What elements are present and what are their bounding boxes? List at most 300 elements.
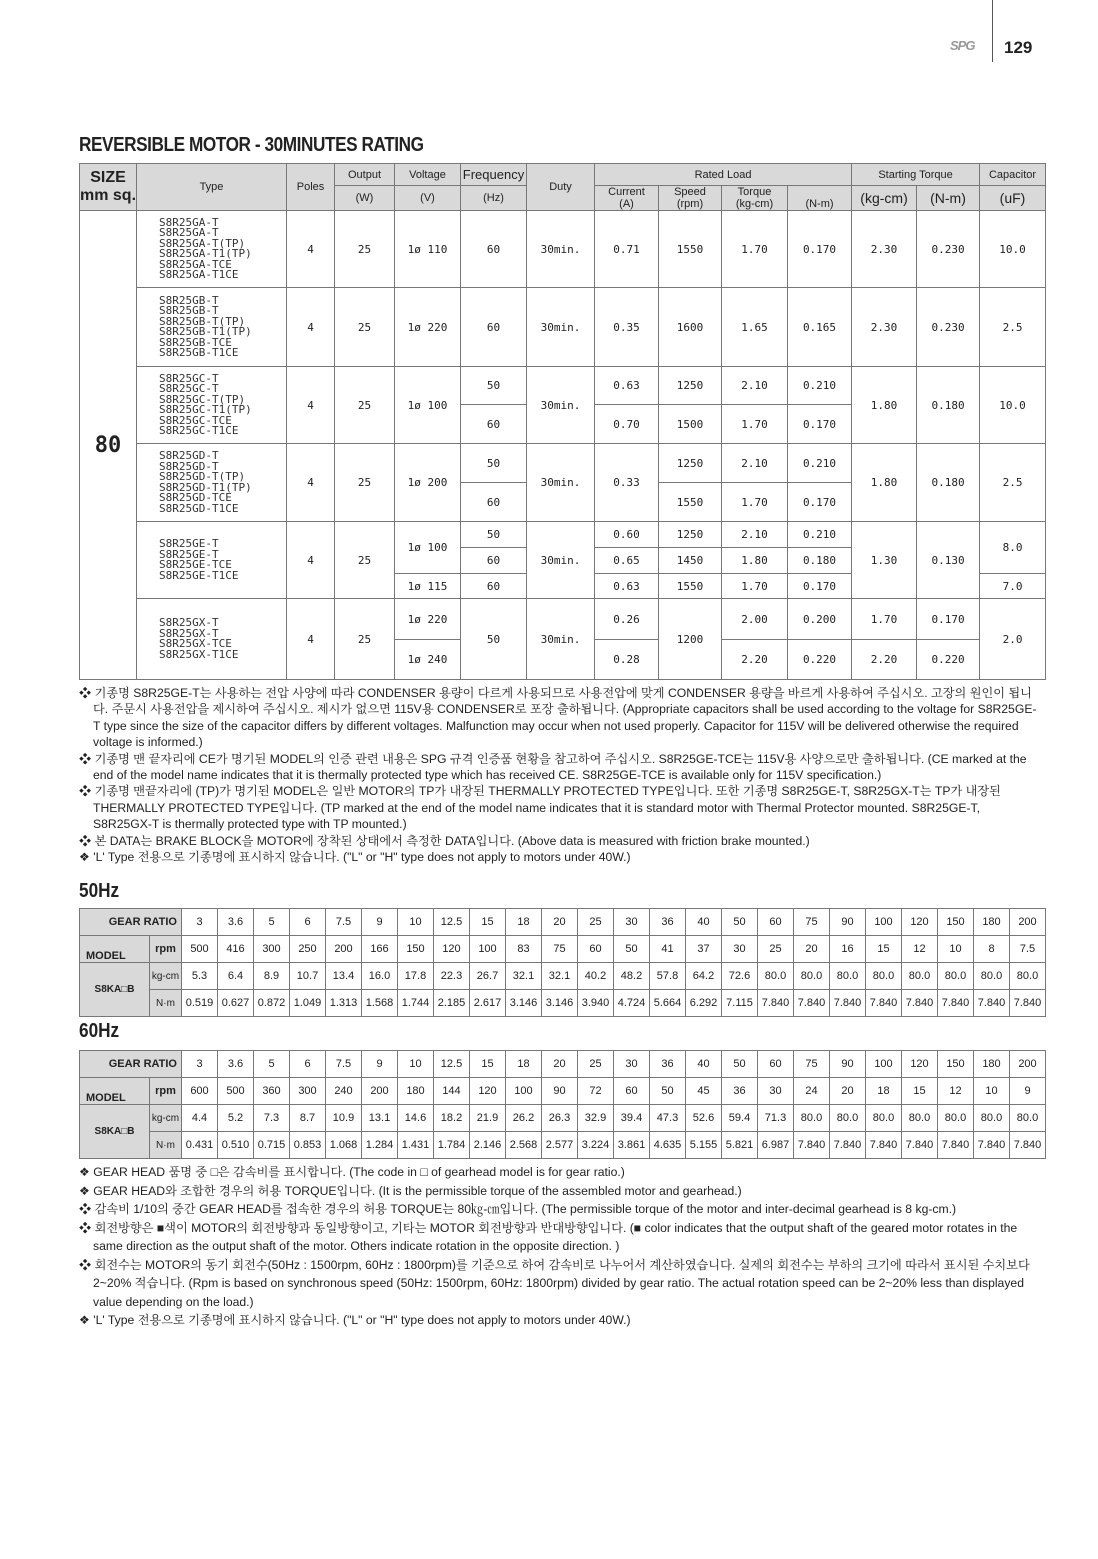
nm-cell: 1.049 (290, 990, 326, 1017)
rpm-cell: 500 (218, 1078, 254, 1105)
nm-cell: 2.577 (542, 1132, 578, 1159)
capacitor-value: 2.5 (980, 288, 1046, 367)
nm-cell: 3.861 (614, 1132, 650, 1159)
note-item: ❖ GEAR HEAD 품명 중 □은 감속비를 표시합니다. (The code in □ of gearhead model is for gear ratio.) (79, 1165, 625, 1179)
st-kgcm-value: 2.30 (852, 288, 917, 367)
gear-ratio-cell: 12.5 (434, 909, 470, 936)
frequency-value: 60 (461, 288, 527, 367)
rpm-cell: 8 (974, 936, 1010, 963)
speed-value: 1550 (659, 574, 722, 599)
nm-cell: 0.872 (254, 990, 290, 1017)
poles-value: 4 (287, 211, 335, 288)
nm-cell: 4.724 (614, 990, 650, 1017)
torque-nm-value: 0.210 (788, 444, 852, 483)
gear-ratio-cell: 20 (542, 1051, 578, 1078)
gear-ratio-cell: 75 (794, 909, 830, 936)
torque-kgcm-value: 1.70 (722, 211, 788, 288)
kgcm-cell: 10.9 (326, 1105, 362, 1132)
gear-ratio-cell: 15 (470, 1051, 506, 1078)
speed-header: Speed (rpm) (659, 186, 722, 211)
rpm-cell: 50 (614, 936, 650, 963)
kgcm-cell: 52.6 (686, 1105, 722, 1132)
nm-cell: 7.840 (866, 990, 902, 1017)
kgcm-cell: 7.3 (254, 1105, 290, 1132)
rpm-cell: 25 (758, 936, 794, 963)
kgcm-cell: 80.0 (1010, 963, 1046, 990)
torque-nm-value: 0.200 (788, 599, 852, 640)
rpm-cell: 100 (506, 1078, 542, 1105)
gear-ratio-cell: 200 (1010, 1051, 1046, 1078)
torque-kgcm-value: 1.70 (722, 405, 788, 444)
current-value: 0.60 (595, 522, 659, 548)
type-list: S8R25GA-T S8R25GA-T S8R25GA-T(TP) S8R25GA-T1(TP) S8R25GA-TCE S8R25GA-T1CE (137, 211, 287, 288)
kgcm-cell: 80.0 (1010, 1105, 1046, 1132)
output-header: Output (335, 164, 395, 186)
note-item: ❖ 감속비 1/10의 중간 GEAR HEAD를 접속한 경우의 허용 TORQUE는 80㎏-㎝입니다. (The permissible torque of the motor and inter-decimal gearhead is 8 kg-cm.) (79, 1202, 957, 1216)
note-item: ❖ 회전방향은 ■색이 MOTOR의 회전방향과 동일방향이고, 기타는 MOTOR 회전방향과 반대방향입니다. (■ color indicates that the output shaft of the geared motor rotates in the same direction as the output shaft of the motor. Others indicate rotation in the opposite direction. ) (79, 1220, 1018, 1253)
gear-table-50hz (79, 908, 1046, 1017)
table-row (80, 288, 1046, 367)
kgcm-row (80, 963, 1046, 990)
table-row (80, 367, 1046, 405)
frequency-value: 60 (461, 483, 527, 522)
nm-cell: 0.627 (218, 990, 254, 1017)
st-kgcm-value: 2.20 (852, 640, 917, 680)
kgcm-row (80, 1105, 1046, 1132)
speed-value: 1200 (659, 599, 722, 680)
gear-ratio-row (80, 1051, 1046, 1078)
gear-ratio-cell: 18 (506, 909, 542, 936)
rpm-cell: 10 (974, 1078, 1010, 1105)
output-value: 25 (335, 367, 395, 444)
gear-ratio-cell: 3.6 (218, 909, 254, 936)
note-item: ❖ 'L' Type 전용으로 기종명에 표시하지 않습니다. ("L" or "H" type does not apply to motors under 40W.) (79, 1313, 631, 1327)
speed-value: 1550 (659, 211, 722, 288)
rpm-cell: 60 (578, 936, 614, 963)
st-nm-value: 0.180 (917, 444, 980, 522)
st-nm-value: 0.170 (917, 599, 980, 640)
rpm-row (80, 1078, 1046, 1105)
note-item: ❖ 기종명 맨끝자리에 (TP)가 명기된 MODEL은 일반 MOTOR의 TP가 내장된 THERMALLY PROTECTED TYPE입니다. 또한 기종명 S8R25GE-T, S8R25GX-T는 TP가 내장된 THERMALLY PROTECTED TYPE입니다. (TP marked at the end of the model name indicates that it is standard motor with Thermal Protector mounted. S8R25GE-T, S8R25GX-T is thermally protected type with TP mounted.) (79, 784, 1001, 832)
speed-value: 1550 (659, 483, 722, 522)
gear-ratio-cell: 90 (830, 1051, 866, 1078)
note-item: ❖ 회전수는 MOTOR의 동기 회전수(50Hz : 1500rpm, 60Hz : 1800rpm)를 기준으로 하여 감속비로 나누어서 계산하였습니다. 실제의 회전수는 부하의 크기에 따라서 표시된 수치보다 2~20% 적습니다. (Rpm is based on synchronous speed (50Hz: 1500rpm, 60Hz: 1800rpm) divided by gear ratio. The actual rotation speed can be 2~20% less than displayed value depending on the load.) (79, 1257, 1030, 1309)
voltage-header: Voltage (395, 164, 461, 186)
gear-ratio-cell: 9 (362, 1051, 398, 1078)
note-item: ❖ 본 DATA는 BRAKE BLOCK을 MOTOR에 장착된 상태에서 측정한 DATA입니다. (Above data is measured with friction brake mounted.) (79, 833, 810, 848)
gear-ratio-label: GEAR RATIO (80, 1051, 182, 1078)
voltage-value: 1ø 115 (395, 574, 461, 599)
frequency-value: 60 (461, 211, 527, 288)
nm-cell: 6.987 (758, 1132, 794, 1159)
type-list: S8R25GC-T S8R25GC-T S8R25GC-T(TP) S8R25GC-T1(TP) S8R25GC-TCE S8R25GC-T1CE (137, 367, 287, 444)
voltage-unit: (V) (395, 186, 461, 211)
gear-ratio-cell: 7.5 (326, 1051, 362, 1078)
gear-ratio-cell: 20 (542, 909, 578, 936)
nm-cell: 0.431 (182, 1132, 218, 1159)
nm-cell: 7.840 (902, 1132, 938, 1159)
rpm-cell: 360 (254, 1078, 290, 1105)
gear-ratio-label: GEAR RATIO (80, 909, 182, 936)
gear-ratio-cell: 7.5 (326, 909, 362, 936)
nm-cell: 7.840 (938, 1132, 974, 1159)
kgcm-cell: 48.2 (614, 963, 650, 990)
note-item: ❖ 'L' Type 전용으로 기종명에 표시하지 않습니다. ("L" or "H" type does not apply to motors under 40W.) (79, 850, 631, 865)
nm-cell: 7.840 (974, 1132, 1010, 1159)
capacitor-value: 2.5 (980, 444, 1046, 522)
size-header: SIZE mm sq. (80, 164, 137, 211)
current-value: 0.33 (595, 444, 659, 522)
frequency-value: 60 (461, 574, 527, 599)
poles-value: 4 (287, 288, 335, 367)
gear-ratio-cell: 30 (614, 1051, 650, 1078)
header-divider (992, 0, 993, 62)
rpm-cell: 200 (362, 1078, 398, 1105)
rpm-cell: 600 (182, 1078, 218, 1105)
st-kgcm-value: 2.30 (852, 211, 917, 288)
st-nm-value: 0.180 (917, 367, 980, 444)
poles-header: Poles (287, 164, 335, 211)
motor-spec-table (79, 163, 1046, 680)
rpm-label: rpm (150, 1078, 182, 1105)
model-name: S8KA□B (80, 1105, 150, 1159)
voltage-value: 1ø 100 (395, 367, 461, 444)
output-value: 25 (335, 599, 395, 680)
gear-ratio-cell: 60 (758, 1051, 794, 1078)
nm-cell: 2.568 (506, 1132, 542, 1159)
rpm-cell: 20 (794, 936, 830, 963)
frequency-value: 60 (461, 405, 527, 444)
capacitor-value: 10.0 (980, 211, 1046, 288)
rpm-cell: 37 (686, 936, 722, 963)
rpm-cell: 41 (650, 936, 686, 963)
notes-bottom (79, 1163, 1039, 1330)
torque-nm-value: 0.180 (788, 548, 852, 574)
gear-ratio-cell: 50 (722, 909, 758, 936)
page-title: REVERSIBLE MOTOR - 30MINUTES RATING (79, 134, 424, 156)
gear-ratio-cell: 180 (974, 1051, 1010, 1078)
kgcm-cell: 32.1 (506, 963, 542, 990)
nm-label: N·m (150, 1132, 182, 1159)
nm-cell: 4.635 (650, 1132, 686, 1159)
kgcm-cell: 39.4 (614, 1105, 650, 1132)
nm-cell: 2.185 (434, 990, 470, 1017)
speed-value: 1250 (659, 444, 722, 483)
rpm-cell: 60 (614, 1078, 650, 1105)
nm-cell: 7.840 (974, 990, 1010, 1017)
rpm-cell: 7.5 (1010, 936, 1046, 963)
torque-nm-value: 0.210 (788, 522, 852, 548)
st-kgcm-header: (kg-cm) (852, 186, 917, 211)
nm-cell: 1.568 (362, 990, 398, 1017)
gear-ratio-cell: 180 (974, 909, 1010, 936)
gear-table-60hz (79, 1050, 1046, 1159)
st-nm-value: 0.130 (917, 522, 980, 599)
rpm-cell: 12 (938, 1078, 974, 1105)
torque-kgcm-value: 2.20 (722, 640, 788, 680)
kgcm-cell: 21.9 (470, 1105, 506, 1132)
nm-cell: 1.784 (434, 1132, 470, 1159)
kgcm-cell: 80.0 (902, 1105, 938, 1132)
gear-ratio-cell: 36 (650, 909, 686, 936)
st-kgcm-value: 1.80 (852, 444, 917, 522)
speed-value: 1600 (659, 288, 722, 367)
frequency-value: 50 (461, 367, 527, 405)
kgcm-cell: 14.6 (398, 1105, 434, 1132)
rpm-cell: 10 (938, 936, 974, 963)
nm-cell: 1.068 (326, 1132, 362, 1159)
gear-ratio-cell: 25 (578, 1051, 614, 1078)
rpm-cell: 9 (1010, 1078, 1046, 1105)
type-list: S8R25GE-T S8R25GE-T S8R25GE-TCE S8R25GE-T1CE (137, 522, 287, 599)
kgcm-cell: 80.0 (974, 963, 1010, 990)
nm-cell: 1.284 (362, 1132, 398, 1159)
torque-kgcm-value: 1.70 (722, 483, 788, 522)
poles-value: 4 (287, 444, 335, 522)
capacitor-value: 10.0 (980, 367, 1046, 444)
gear-ratio-cell: 6 (290, 909, 326, 936)
voltage-value: 1ø 200 (395, 444, 461, 522)
nm-cell: 2.146 (470, 1132, 506, 1159)
gear-ratio-cell: 90 (830, 909, 866, 936)
capacitor-value: 2.0 (980, 599, 1046, 680)
torque-kgcm-value: 1.65 (722, 288, 788, 367)
st-nm-value: 0.230 (917, 211, 980, 288)
kgcm-cell: 26.7 (470, 963, 506, 990)
rpm-cell: 12 (902, 936, 938, 963)
kgcm-cell: 80.0 (866, 963, 902, 990)
table-row (80, 211, 1046, 288)
kgcm-cell: 80.0 (830, 963, 866, 990)
kgcm-cell: 5.3 (182, 963, 218, 990)
kgcm-cell: 59.4 (722, 1105, 758, 1132)
nm-cell: 7.840 (758, 990, 794, 1017)
torque-kgcm-header: Torque (kg-cm) (722, 186, 788, 211)
nm-cell: 2.617 (470, 990, 506, 1017)
nm-cell: 3.940 (578, 990, 614, 1017)
nm-cell: 3.146 (542, 990, 578, 1017)
rpm-cell: 166 (362, 936, 398, 963)
nm-cell: 7.840 (866, 1132, 902, 1159)
current-value: 0.26 (595, 599, 659, 640)
kgcm-cell: 80.0 (758, 963, 794, 990)
gear-ratio-cell: 3 (182, 1051, 218, 1078)
rpm-cell: 240 (326, 1078, 362, 1105)
frequency-value: 50 (461, 444, 527, 483)
kgcm-cell: 80.0 (938, 963, 974, 990)
nm-cell: 5.821 (722, 1132, 758, 1159)
kgcm-cell: 80.0 (866, 1105, 902, 1132)
page-number: 129 (1004, 38, 1033, 57)
type-list: S8R25GB-T S8R25GB-T S8R25GB-T(TP) S8R25GB-T1(TP) S8R25GB-TCE S8R25GB-T1CE (137, 288, 287, 367)
kgcm-cell: 13.4 (326, 963, 362, 990)
nm-row (80, 1132, 1046, 1159)
rpm-cell: 180 (398, 1078, 434, 1105)
kgcm-cell: 71.3 (758, 1105, 794, 1132)
rpm-cell: 500 (182, 936, 218, 963)
output-value: 25 (335, 288, 395, 367)
current-value: 0.71 (595, 211, 659, 288)
current-value: 0.65 (595, 548, 659, 574)
kgcm-cell: 13.1 (362, 1105, 398, 1132)
nm-cell: 6.292 (686, 990, 722, 1017)
speed-value: 1450 (659, 548, 722, 574)
rpm-cell: 72 (578, 1078, 614, 1105)
speed-value: 1250 (659, 367, 722, 405)
gear-ratio-cell: 60 (758, 909, 794, 936)
kgcm-cell: 40.2 (578, 963, 614, 990)
gear-ratio-cell: 40 (686, 1051, 722, 1078)
st-kgcm-value: 1.80 (852, 367, 917, 444)
gear-ratio-cell: 100 (866, 1051, 902, 1078)
nm-cell: 0.715 (254, 1132, 290, 1159)
kgcm-cell: 57.8 (650, 963, 686, 990)
rpm-cell: 250 (290, 936, 326, 963)
torque-nm-value: 0.165 (788, 288, 852, 367)
rpm-cell: 75 (542, 936, 578, 963)
nm-cell: 7.840 (1010, 990, 1046, 1017)
rpm-cell: 150 (398, 936, 434, 963)
speed-value: 1250 (659, 522, 722, 548)
torque-nm-value: 0.170 (788, 574, 852, 599)
rpm-cell: 15 (902, 1078, 938, 1105)
table-row (80, 599, 1046, 640)
nm-cell: 7.840 (830, 990, 866, 1017)
output-value: 25 (335, 444, 395, 522)
gear-ratio-cell: 25 (578, 909, 614, 936)
kgcm-label: kg-cm (150, 963, 182, 990)
nm-cell: 5.155 (686, 1132, 722, 1159)
nm-cell: 1.313 (326, 990, 362, 1017)
frequency-header: Frequency (461, 164, 527, 186)
torque-nm-value: 0.210 (788, 367, 852, 405)
voltage-value: 1ø 240 (395, 640, 461, 680)
size-value: 80 (80, 211, 137, 680)
torque-kgcm-value: 2.10 (722, 444, 788, 483)
model-label: MODEL (80, 1078, 150, 1105)
output-value: 25 (335, 211, 395, 288)
kgcm-cell: 4.4 (182, 1105, 218, 1132)
kgcm-cell: 80.0 (794, 963, 830, 990)
nm-cell: 3.146 (506, 990, 542, 1017)
gear-ratio-cell: 120 (902, 1051, 938, 1078)
kgcm-cell: 47.3 (650, 1105, 686, 1132)
current-value: 0.63 (595, 574, 659, 599)
torque-kgcm-value: 1.80 (722, 548, 788, 574)
duty-value: 30min. (527, 444, 595, 522)
nm-cell: 7.840 (1010, 1132, 1046, 1159)
st-nm-value: 0.220 (917, 640, 980, 680)
torque-kgcm-value: 2.10 (722, 367, 788, 405)
kgcm-cell: 18.2 (434, 1105, 470, 1132)
kgcm-cell: 80.0 (794, 1105, 830, 1132)
duty-value: 30min. (527, 211, 595, 288)
torque-nm-header: (N-m) (788, 186, 852, 211)
output-unit: (W) (335, 186, 395, 211)
gear-ratio-cell: 5 (254, 1051, 290, 1078)
rpm-cell: 200 (326, 936, 362, 963)
gear-ratio-cell: 50 (722, 1051, 758, 1078)
torque-kgcm-value: 2.00 (722, 599, 788, 640)
st-nm-value: 0.230 (917, 288, 980, 367)
kgcm-cell: 26.3 (542, 1105, 578, 1132)
kgcm-cell: 80.0 (974, 1105, 1010, 1132)
note-item: ❖ 기종명 맨 끝자리에 CE가 명기된 MODEL의 인증 관련 내용은 SPG 규격 인증품 현황을 참고하여 주십시오. S8R25GE-TCE는 115V용 사양으로만 출하됩니다. (CE marked at the end of the model name indicates that it is thermally protected type which has received CE. S8R25GE-TCE is available only for 115V specification.) (79, 751, 1027, 783)
current-value: 0.35 (595, 288, 659, 367)
rpm-cell: 416 (218, 936, 254, 963)
frequency-unit: (Hz) (461, 186, 527, 211)
nm-cell: 1.431 (398, 1132, 434, 1159)
voltage-value: 1ø 100 (395, 522, 461, 574)
section-title-60hz: 60Hz (79, 1020, 120, 1042)
duty-value: 30min. (527, 599, 595, 680)
gear-ratio-cell: 40 (686, 909, 722, 936)
gear-ratio-cell: 120 (902, 909, 938, 936)
kgcm-cell: 17.8 (398, 963, 434, 990)
torque-nm-value: 0.170 (788, 405, 852, 444)
nm-label: N·m (150, 990, 182, 1017)
rated-load-header: Rated Load (595, 164, 852, 186)
rpm-cell: 120 (470, 1078, 506, 1105)
gear-ratio-cell: 75 (794, 1051, 830, 1078)
current-value: 0.63 (595, 367, 659, 405)
nm-cell: 7.840 (794, 990, 830, 1017)
st-kgcm-value: 1.70 (852, 599, 917, 640)
note-item: ❖ GEAR HEAD와 조합한 경우의 허용 TORQUE입니다. (It is the permissible torque of the assembled motor and gearhead.) (79, 1183, 742, 1198)
rpm-cell: 144 (434, 1078, 470, 1105)
rpm-cell: 15 (866, 936, 902, 963)
nm-cell: 7.840 (794, 1132, 830, 1159)
rpm-cell: 20 (830, 1078, 866, 1105)
rpm-cell: 18 (866, 1078, 902, 1105)
note-item: ❖ 기종명 S8R25GE-T는 사용하는 전압 사양에 따라 CONDENSER 용량이 다르게 사용되므로 사용전압에 맞게 CONDENSER 용량을 바르게 사용하여 주십시오. 고장의 원인이 됩니다. 주문시 사용전압을 제시하여 주십시오. 제시가 없으면 115V용 CONDENSER로 포장 출하됩니다. (Appropriate capacitors shall be used according to the voltage for S8R25GE-T type since the size of the capacitor differs by different voltages. Malfunction may occur when not used properly. Capacitor for 115V will be delivered otherwise the required voltage is informed.) (79, 686, 1037, 750)
current-header: Current (A) (595, 186, 659, 211)
gear-ratio-cell: 150 (938, 909, 974, 936)
rpm-cell: 45 (686, 1078, 722, 1105)
rpm-row (80, 936, 1046, 963)
rpm-cell: 300 (290, 1078, 326, 1105)
starting-torque-header: Starting Torque (852, 164, 980, 186)
output-value: 25 (335, 522, 395, 599)
notes-top (79, 685, 1039, 865)
gear-ratio-cell: 3 (182, 909, 218, 936)
kgcm-cell: 16.0 (362, 963, 398, 990)
rpm-cell: 90 (542, 1078, 578, 1105)
gear-ratio-cell: 10 (398, 1051, 434, 1078)
rpm-cell: 50 (650, 1078, 686, 1105)
frequency-value: 50 (461, 599, 527, 680)
gear-ratio-cell: 15 (470, 909, 506, 936)
torque-kgcm-value: 1.70 (722, 574, 788, 599)
duty-value: 30min. (527, 288, 595, 367)
torque-nm-value: 0.170 (788, 211, 852, 288)
current-value: 0.70 (595, 405, 659, 444)
gear-ratio-cell: 36 (650, 1051, 686, 1078)
kgcm-cell: 64.2 (686, 963, 722, 990)
nm-cell: 1.744 (398, 990, 434, 1017)
section-title-50hz: 50Hz (79, 880, 120, 902)
kgcm-cell: 10.7 (290, 963, 326, 990)
kgcm-cell: 8.7 (290, 1105, 326, 1132)
nm-cell: 7.840 (938, 990, 974, 1017)
torque-kgcm-value: 2.10 (722, 522, 788, 548)
nm-cell: 3.224 (578, 1132, 614, 1159)
kgcm-cell: 80.0 (902, 963, 938, 990)
capacitor-header: Capacitor (980, 164, 1046, 186)
voltage-value: 1ø 110 (395, 211, 461, 288)
kgcm-label: kg-cm (150, 1105, 182, 1132)
kgcm-cell: 8.9 (254, 963, 290, 990)
